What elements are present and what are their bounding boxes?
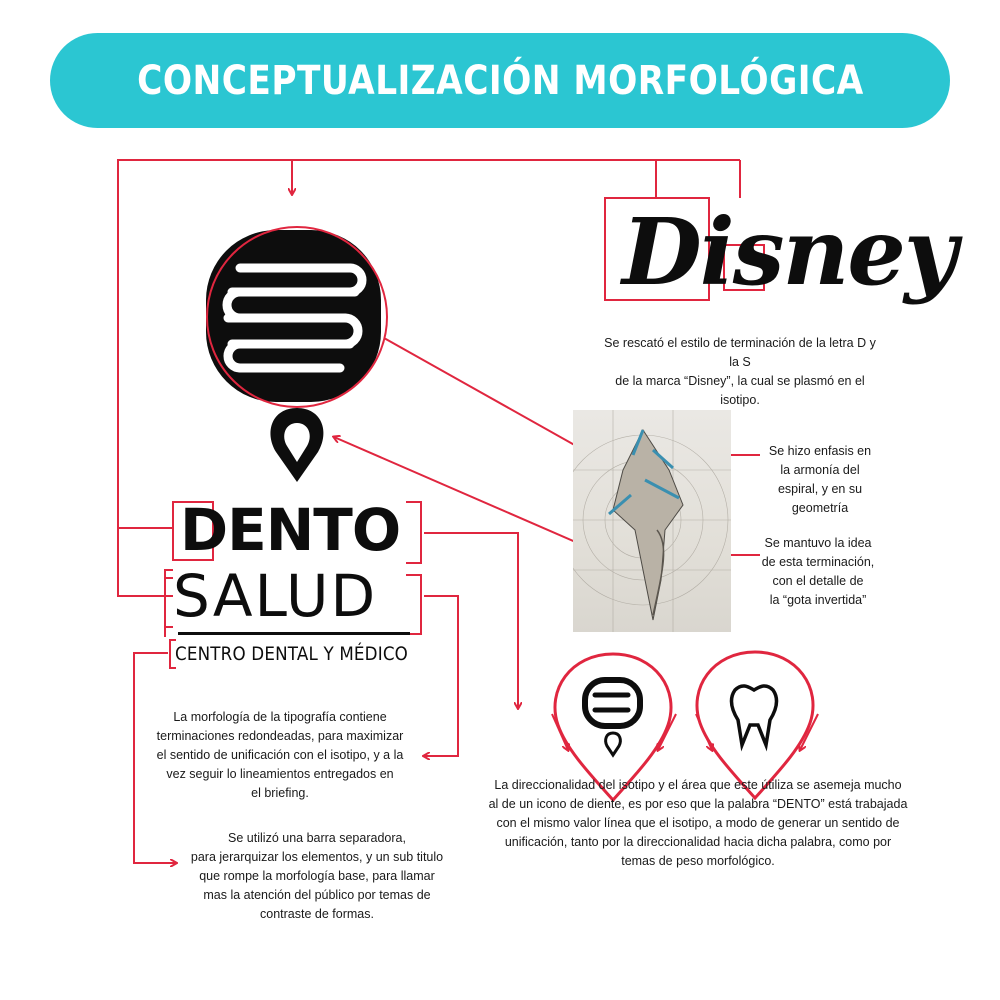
dento-wordmark: DENTO	[180, 496, 401, 564]
note-drop: Se mantuvo la idea de esta terminación, con el detalle de la “gota invertida”	[761, 536, 875, 607]
shell-reference-image	[573, 410, 731, 632]
salud-wordmark: SALUD	[173, 562, 378, 630]
page-title: CONCEPTUALIZACIÓN MORFOLÓGICA	[136, 57, 864, 104]
note-direction: La direccionalidad del isotipo y el área que este útiliza se asemeja mucho al de un icono de diente, es por eso que la palabra “DENTO” está trabajada con el mismo valor línea que el isotipo, a modo de generar un sentido de unificación, tanto por la direccionalidad hacia dicha palabra, como por temas de peso morfológico.	[488, 778, 908, 868]
drop-icon	[271, 408, 324, 482]
note-separator: Se utilizó una barra separadora, para jerarquizar los elementos, y un sub titulo que rompe la morfología base, para llamar mas la atención del público por temas de contraste de formas.	[190, 831, 444, 921]
note-typography: La morfología de la tipografía contiene terminaciones redondeadas, para maximizar el sentido de unificación con el isotipo, y a la vez seguir lo lineamientos entregados en el briefing.	[156, 710, 404, 800]
note-disney: Se rescató el estilo de terminación de la letra D y la S de la marca “Disney”, la cual se plasmó en el isotipo.	[604, 336, 876, 407]
note-spiral: Se hizo enfasis en la armonía del espiral, y en su geometría	[768, 444, 872, 515]
disney-logo: Disney	[622, 198, 956, 306]
shell-icon	[573, 410, 731, 632]
subtitle-wordmark: CENTRO DENTAL Y MÉDICO	[175, 643, 409, 665]
separator-bar	[178, 632, 410, 635]
